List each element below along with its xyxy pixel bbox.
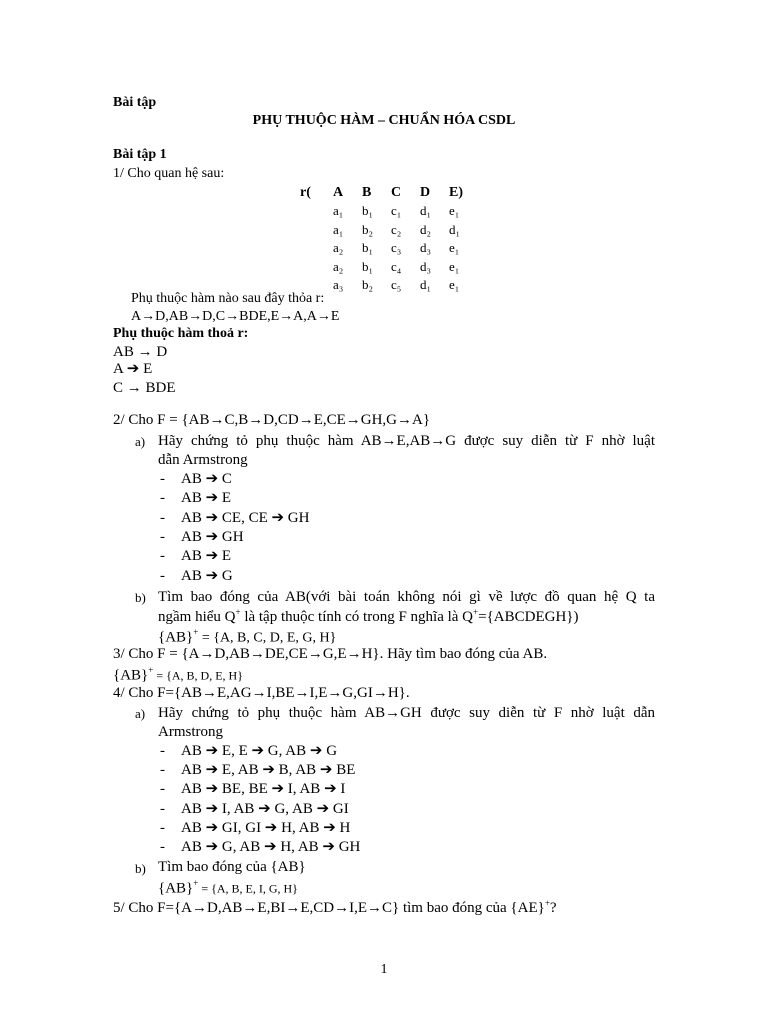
table-cell: d₁ <box>420 203 432 218</box>
table-cell: d₁ <box>449 221 461 237</box>
list-bullet: - <box>160 781 165 797</box>
superscript: + <box>473 607 479 617</box>
list-marker: b) <box>135 861 146 876</box>
table-cell: c₂ <box>391 221 402 237</box>
list-item: AB ➔ E, AB ➔ B, AB ➔ BE <box>181 762 356 778</box>
q3-answer <box>113 666 243 683</box>
list-item: AB ➔ GI, GI ➔ H, AB ➔ H <box>181 820 351 836</box>
list-item: AB ➔ BE, BE ➔ I, AB ➔ I <box>181 781 346 797</box>
table-cell: e₁ <box>449 258 460 274</box>
list-bullet: - <box>160 743 165 759</box>
closure-result: = {A, B, E, I, G, H} <box>198 881 298 896</box>
closure-set: {AB} <box>158 880 194 897</box>
relation-column: C <box>391 185 402 200</box>
q1-answer: A ➔ E <box>113 361 153 377</box>
q2b-text-part: ={ABCDEGH}) <box>478 609 579 625</box>
list-bullet: - <box>160 490 165 506</box>
q4a-text: Hãy chứng tỏ phụ thuộc hàm AB→GH được suy diễn từ F nhờ luật dẫn <box>158 705 655 721</box>
table-cell: d₁ <box>420 277 432 292</box>
closure-set: {AB} <box>113 667 149 684</box>
table-cell: d₃ <box>420 240 432 255</box>
relation-header-row <box>300 185 478 203</box>
list-item: AB ➔ E <box>181 548 232 564</box>
list-bullet: - <box>160 801 165 817</box>
list-marker: a) <box>135 706 146 721</box>
list-bullet: - <box>160 568 165 584</box>
q4-intro: 4/ Cho F={AB→E,AG→I,BE→I,E→G,GI→H}. <box>113 685 410 701</box>
relation-table <box>300 185 478 296</box>
table-cell: a₃ <box>333 277 344 292</box>
relation-column: D <box>420 185 431 200</box>
list-bullet: - <box>160 471 165 487</box>
q4b-text: Tìm bao đóng của {AB} <box>158 859 306 875</box>
q3-intro: 3/ Cho F = {A→D,AB→DE,CE→G,E→H}. Hãy tìm bao đóng của AB. <box>113 646 548 662</box>
table-cell: a₂ <box>333 240 344 255</box>
q1-answer: C → BDE <box>113 380 176 396</box>
superscript: + <box>235 607 241 617</box>
table-row <box>300 222 478 241</box>
table-row <box>300 203 478 222</box>
table-cell: e₁ <box>449 203 460 218</box>
table-cell: a₁ <box>333 203 344 218</box>
table-cell: c₄ <box>391 258 402 274</box>
closure-result: = {A, B, C, D, E, G, H} <box>198 630 337 646</box>
relation-name: r( <box>300 185 311 200</box>
list-bullet: - <box>160 529 165 545</box>
list-bullet: - <box>160 762 165 778</box>
list-marker: b) <box>135 590 146 605</box>
table-cell: e₁ <box>449 277 460 292</box>
q2-intro: 2/ Cho F = {AB→C,B→D,CD→E,CE→GH,G→A} <box>113 412 431 428</box>
q1-options: A→D,AB→D,C→BDE,E→A,A→E <box>131 309 340 324</box>
table-cell: c₃ <box>391 240 402 255</box>
list-bullet: - <box>160 839 165 855</box>
q1-answer: AB → D <box>113 344 168 360</box>
list-bullet: - <box>160 820 165 836</box>
superscript: + <box>544 898 550 908</box>
superscript: + <box>148 665 154 675</box>
table-cell: a₂ <box>333 258 344 274</box>
q4b-answer <box>158 879 298 896</box>
table-cell: c₅ <box>391 277 402 292</box>
relation-column: B <box>362 185 372 200</box>
table-row <box>300 259 478 278</box>
q2b-text-part: ngầm hiểu Q <box>158 609 236 625</box>
document-title: PHỤ THUỘC HÀM – CHUẨN HÓA CSDL <box>252 113 516 128</box>
q2b-answer <box>158 628 336 645</box>
table-cell: b₂ <box>362 221 374 237</box>
relation-column: E) <box>449 185 463 200</box>
q2b-text <box>158 608 578 625</box>
list-item: AB ➔ E, E ➔ G, AB ➔ G <box>181 743 338 759</box>
list-item: AB ➔ GH <box>181 529 244 545</box>
table-row <box>300 277 478 296</box>
q2b-text: Tìm bao đóng của AB(với bài toán không nói gì về lược đồ quan hệ Q ta <box>158 589 655 605</box>
table-cell: e₁ <box>449 240 460 255</box>
relation-column: A <box>333 185 344 200</box>
section-title: Bài tập 1 <box>113 147 167 162</box>
table-cell: b₂ <box>362 277 374 292</box>
q5-text-part: ? <box>549 900 557 916</box>
table-cell: c₁ <box>391 203 402 218</box>
table-cell: d₂ <box>420 221 432 237</box>
q5-intro <box>113 899 557 916</box>
q4a-text: Armstrong <box>158 724 223 740</box>
list-marker: a) <box>135 434 146 449</box>
list-item: AB ➔ G, AB ➔ H, AB ➔ GH <box>181 839 361 855</box>
table-cell: d₃ <box>420 258 432 274</box>
list-bullet: - <box>160 548 165 564</box>
superscript: + <box>193 627 199 637</box>
table-cell: b₁ <box>362 258 374 274</box>
q2a-text: Hãy chứng tỏ phụ thuộc hàm AB→E,AB→G được suy diễn từ F nhờ luật <box>158 433 655 449</box>
exercise-label: Bài tập <box>113 95 157 110</box>
table-cell: b₁ <box>362 240 374 255</box>
q1-answer-title: Phụ thuộc hàm thoả r: <box>113 326 249 341</box>
closure-result: = {A, B, D, E, H} <box>153 668 243 683</box>
list-item: AB ➔ I, AB ➔ G, AB ➔ GI <box>181 801 349 817</box>
q2b-text-part: là tập thuộc tính có trong F nghĩa là Q <box>240 609 474 625</box>
list-item: AB ➔ C <box>181 471 232 487</box>
superscript: + <box>193 878 199 888</box>
table-cell: a₁ <box>333 221 344 237</box>
list-item: AB ➔ E <box>181 490 232 506</box>
q2a-text: dẫn Armstrong <box>158 452 248 468</box>
table-row <box>300 240 478 259</box>
list-item: AB ➔ G <box>181 568 233 584</box>
page-number: 1 <box>380 962 388 977</box>
closure-set: {AB} <box>158 629 194 646</box>
list-bullet: - <box>160 510 165 526</box>
list-item: AB ➔ CE, CE ➔ GH <box>181 510 310 526</box>
q1-question: Phụ thuộc hàm nào sau đây thỏa r: <box>131 291 325 306</box>
table-cell: b₁ <box>362 203 374 218</box>
q5-text-part: 5/ Cho F={A→D,AB→E,BI→E,CD→I,E→C} tìm bao đóng của {AE} <box>113 900 545 916</box>
q1-intro: 1/ Cho quan hệ sau: <box>113 166 225 181</box>
